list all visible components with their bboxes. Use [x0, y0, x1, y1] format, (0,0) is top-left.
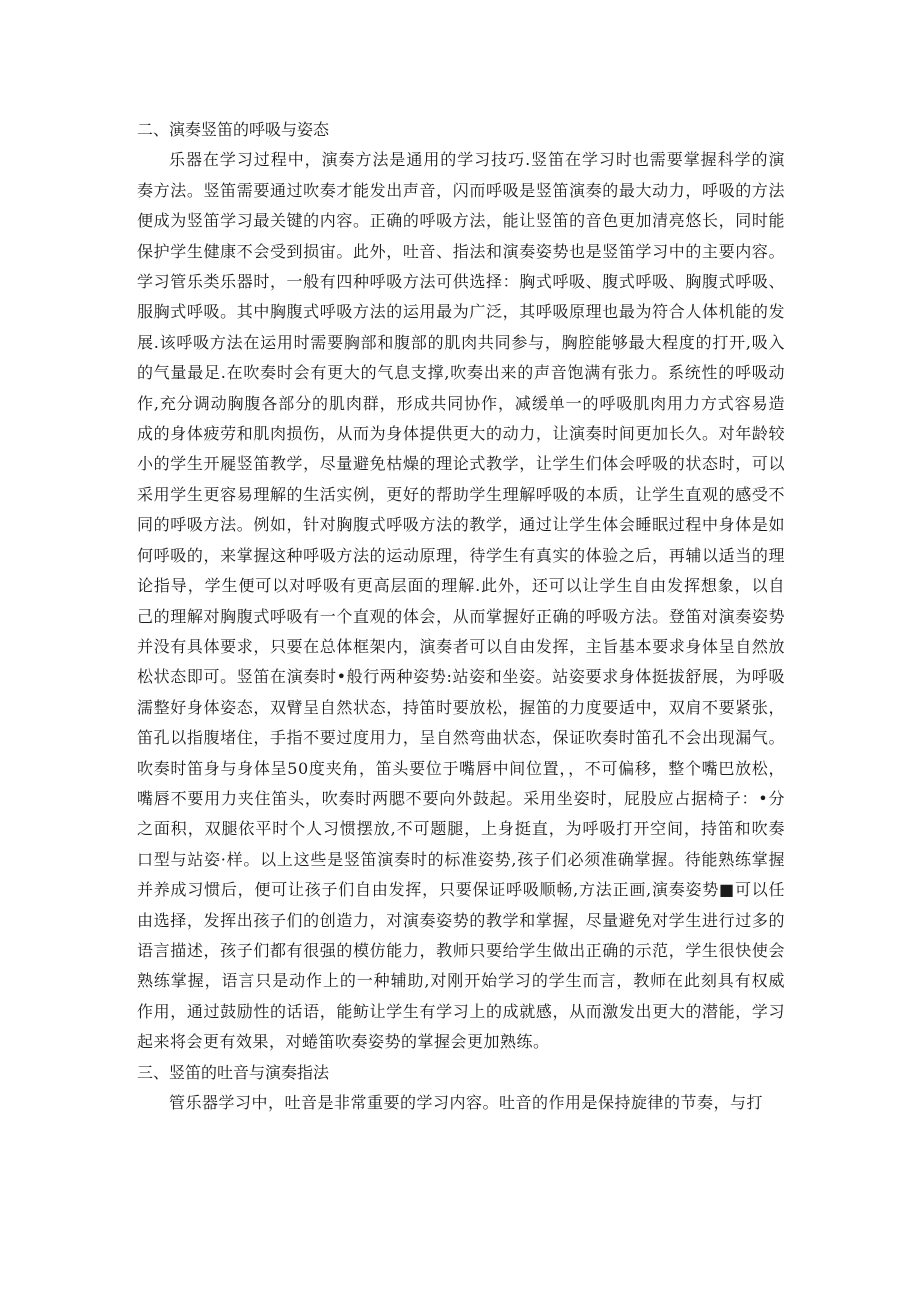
section-heading-tonguing-fingering: 三、竖笛的吐音与演奏指法	[137, 1062, 330, 1082]
paragraph-breathing-posture: 乐器在学习过程中，演奏方法是通用的学习技巧.竖笛在学习时也需要掌握科学的演奏方法。竖笛需要通过吹奏才能发出声音，闪而呼吸是竖笛演奏的最大动力，呼吸的方法便成为竖笛学习最关键的内容。正确的呼吸方法，能让竖笛的音色更加清亮悠长，同时能保护学生健康不会受到损宙。此外，吐音、指法和演奏姿势也是竖笛学习中的主要内容。学习管乐类乐器时，一般有四种呼吸方法可供选择：胸式呼吸、腹式呼吸、胸腹式呼吸、服胸式呼吸。其中胸腹式呼吸方法的运用最为广泛，其呼吸原理也最为符合人体机能的发展.该呼吸方法在运用时需要胸部和腹部的肌肉共同参与，胸腔能够最大程度的打开,吸入的气量最足.在吹奏时会有更大的气息支撑,吹奏出来的声音饱满有张力。系统性的呼吸动作,充分调动胸腹各部分的肌肉群，形成共同协作，减缓单一的呼吸肌肉用力方式容易造成的身体疲劳和肌肉损伤，从而为身体提供更大的动力，让演奏时间更加长久。对年龄较小的学生开屣竖笛教学，尽量避免枯燥的理论式教学，让学生们体会呼吸的状态时，可以采用学生更容易理解的生活实例，更好的帮助学生理解呼吸的本质，让学生直观的感受不同的呼吸方法。例如，针对胸腹式呼吸方法的教学，通过让学生体会睡眠过程中身体是如何呼吸的，来掌握这种呼吸方法的运动原理，待学生有真实的体验之后，再辅以适当的理论指导，学生便可以对呼吸有更高层面的理解.此外，还可以让学生自由发挥想象，以自己的理解对胸腹式呼吸有一个直观的体会，从而掌握好正确的呼吸方法。登笛对演奏姿势并没有具体要求，只要在总体框架内，演奏者可以自由发挥，主旨基本要求身体呈自然放松状态即可。竖笛在演奏时•般行两种姿势:站姿和坐姿。站姿要求身体挺拔舒展，为呼吸濡整好身体姿态，双臂呈自然状态，持笛时要放松，握笛的力度要适中，双肩不要紧张，笛孔以指腹堵住，手指不要过度用力，呈自然弯曲状态，保证吹奏时笛孔不会出现漏气。吹奏时笛身与身体呈50度夹角，笛头要位于嘴唇中间位置，，不可偏移，整个嘴巴放松，嘴唇不要用力夹住笛头，吹奏时两腮不要向外鼓起。采用坐姿时，屁股应占据椅子：•分之面积，双腿依平时个人习惯摆放,不可题腿，上身挺直，为呼吸打开空间，持笛和吹奏口型与站姿·样。以上这些是竖笛演奏时的标准姿势,孩子们必须准确掌握。待能熟练掌握并养成习惯后，便可让孩子们自由发挥，只要保证呼吸顺畅,方法正画,演奏姿势■可以任由选择，发挥出孩子们的创造力，对演奏姿势的教学和掌握，尽量避免对学生进行过多的语言描述，孩子们都有很强的模仿能力，教师只要给学生做出正确的示范，学生很快使会熟练掌握，语言只是动作上的一种辅助,对刚开始学习的学生而言，教师在此刻具有权威作用，通过鼓励性的话语，能鲂让学生有学习上的成就感，从而激发出更大的潜能，学习起来将会更有效果，对蜷笛吹奏姿势的掌握会更加熟练。	[137, 150, 785, 1052]
document-body	[137, 115, 785, 1118]
section-heading-breathing-posture: 二、演奏竖笛的呼吸与姿态	[137, 120, 330, 139]
paragraph-tonguing-fingering: 管乐器学习中，吐音是非常重要的学习内容。吐音的作用是保持旋律的节奏，与打	[169, 1093, 764, 1112]
